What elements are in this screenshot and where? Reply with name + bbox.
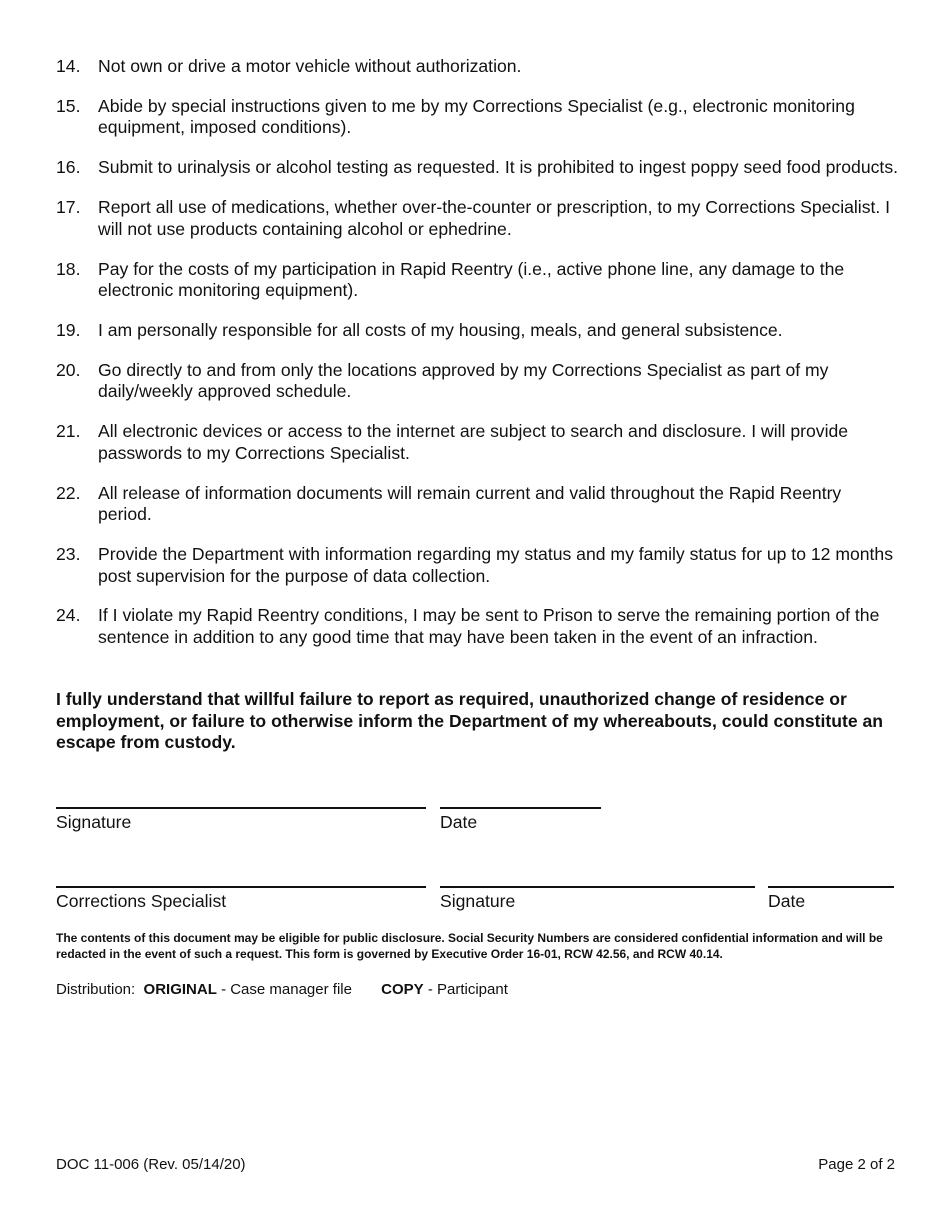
specialist-signature-label: Signature xyxy=(440,891,516,911)
condition-text: Abide by special instructions given to me by my Corrections Specialist (e.g., electronic monitoring equipment, imposed conditions). xyxy=(98,95,855,138)
condition-number: 20. xyxy=(56,359,81,380)
condition-text: Go directly to and from only the locations approved by my Corrections Specialist as part of my daily/weekly approved schedule. xyxy=(98,359,829,402)
specialist-signature-line[interactable] xyxy=(440,886,755,888)
condition-item xyxy=(56,197,898,240)
condition-number: 23. xyxy=(56,544,81,565)
condition-number: 18. xyxy=(56,258,81,279)
condition-text: Provide the Department with information regarding my status and my family status for up to 12 months post supervision for the purpose of data collection. xyxy=(98,544,894,586)
condition-item xyxy=(56,360,898,403)
condition-item xyxy=(56,544,898,587)
participant-date-line[interactable] xyxy=(440,807,601,809)
acknowledgment-statement: I fully understand that willful failure to report as required, unauthorized change of residence or employment, or failure to otherwise inform the Department of my whereabouts, could constitute an escape from custody. xyxy=(56,689,884,752)
condition-item xyxy=(56,56,898,78)
condition-text: Submit to urinalysis or alcohol testing as requested. It is prohibited to ingest poppy seed food products. xyxy=(98,157,899,178)
condition-text: All release of information documents will remain current and valid throughout the Rapid Reentry period. xyxy=(98,482,842,525)
conditions-list xyxy=(56,56,898,667)
condition-item xyxy=(56,605,898,648)
distribution-original-text: - Case manager file xyxy=(221,981,352,998)
condition-item xyxy=(56,421,898,464)
condition-item xyxy=(56,157,898,179)
distribution-line xyxy=(56,981,508,999)
participant-signature-line[interactable] xyxy=(56,807,426,809)
page-number: Page 2 of 2 xyxy=(818,1156,895,1173)
condition-item xyxy=(56,259,898,302)
specialist-label: Corrections Specialist xyxy=(56,891,227,911)
condition-number: 21. xyxy=(56,421,81,442)
condition-number: 14. xyxy=(56,56,81,76)
participant-date-label: Date xyxy=(440,812,478,832)
distribution-copy: COPY xyxy=(381,981,424,998)
condition-item xyxy=(56,96,898,139)
specialist-name-line[interactable] xyxy=(56,886,426,888)
public-disclosure-notice: The contents of this document may be eligible for public disclosure. Social Security Numbers are considered confidential information and will be redacted in the event of such a request. This form is governed by Executive Order 16-01, RCW 42.56, and RCW 40.14. xyxy=(56,931,883,961)
condition-text: If I violate my Rapid Reentry conditions, I may be sent to Prison to serve the remaining portion of the sentence in addition to any good time that may have been taken in the event of an infraction. xyxy=(98,605,880,647)
condition-number: 19. xyxy=(56,319,81,340)
distribution-original: ORIGINAL xyxy=(143,981,217,998)
condition-number: 24. xyxy=(56,605,81,626)
distribution-copy-text: - Participant xyxy=(427,981,508,998)
form-identifier: DOC 11-006 (Rev. 05/14/20) xyxy=(56,1156,246,1173)
condition-text: Not own or drive a motor vehicle without authorization. xyxy=(98,56,522,76)
condition-text: Pay for the costs of my participation in Rapid Reentry (i.e., active phone line, any damage to the electronic monitoring equipment). xyxy=(98,258,845,301)
specialist-date-line[interactable] xyxy=(768,886,894,888)
condition-text: Report all use of medications, whether over-the-counter or prescription, to my Corrections Specialist. I will not use products containing alcohol or ephedrine. xyxy=(98,197,891,239)
condition-text: All electronic devices or access to the internet are subject to search and disclosure. I will provide passwords to my Corrections Specialist. xyxy=(98,421,849,463)
condition-number: 17. xyxy=(56,197,81,218)
condition-number: 16. xyxy=(56,157,81,178)
condition-number: 22. xyxy=(56,482,81,503)
condition-item xyxy=(56,320,898,342)
condition-number: 15. xyxy=(56,95,81,116)
condition-item xyxy=(56,483,898,526)
specialist-date-label: Date xyxy=(768,891,806,911)
distribution-label: Distribution: xyxy=(56,981,136,998)
participant-signature-label: Signature xyxy=(56,812,132,832)
condition-text: I am personally responsible for all costs of my housing, meals, and general subsistence. xyxy=(98,319,783,340)
